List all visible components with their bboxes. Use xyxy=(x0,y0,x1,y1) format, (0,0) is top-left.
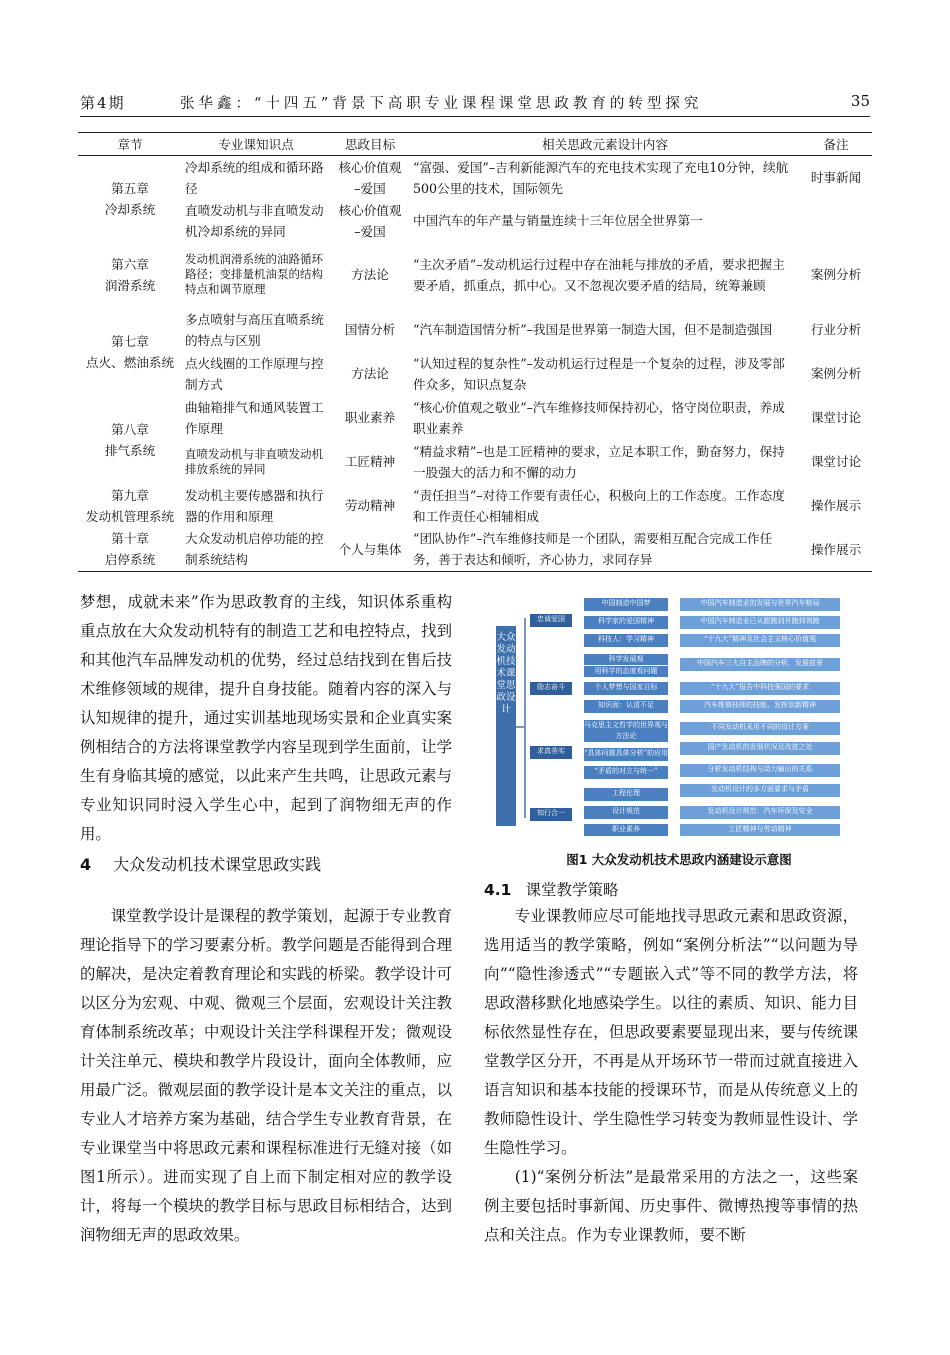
knowledge-point: 发动机主要传感器和执行器的作用和原理 xyxy=(185,487,324,524)
ideology-goal: 工匠精神 xyxy=(344,454,396,469)
figure-middle-box: 设计规范 xyxy=(584,806,668,819)
figure-right-box: 中国汽车制造业的发展与世界汽车格局 xyxy=(680,598,840,611)
table-row xyxy=(78,308,872,352)
knowledge-point: 大众发动机启停功能的控制系统结构 xyxy=(182,528,330,572)
ideology-goal: 核心价值观 –爱国 xyxy=(338,159,402,196)
figure-middle-box: 工程伦理 xyxy=(584,788,668,801)
knowledge-point: 多点喷射与高压直喷系统的特点与区别 xyxy=(185,311,324,348)
remark: 课堂讨论 xyxy=(810,410,862,425)
section-title: 大众发动机技术课堂思政实践 xyxy=(113,855,322,874)
knowledge-point: 直喷发动机与非直喷发动机冷却系统的异同 xyxy=(185,202,324,239)
figure-middle-box: 科技人：学习精神 xyxy=(584,634,668,647)
ideology-goal: 个人与集体 xyxy=(330,528,410,572)
knowledge-point: 冷却系统的组成和循环路径 xyxy=(185,159,324,196)
design-content: “主次矛盾”–发动机运行过程中存在油耗与排放的矛盾，要求把握主要矛盾，抓重点，抓中心。又不忽视次要矛盾的结局，统筹兼顾 xyxy=(413,256,785,293)
ideology-goal: 劳动精神 xyxy=(344,498,396,513)
figure-right-box: 国产发动机的发展状况及改进之处 xyxy=(680,742,840,755)
figure-right-box: 发动机设计规范：汽车环保及安全 xyxy=(680,806,840,819)
figure-group-box: 求真务实 xyxy=(530,746,572,759)
figure-right-box: 分析发动机结构与动力输出的关系 xyxy=(680,764,840,777)
ideology-design-table xyxy=(78,132,872,572)
table-header: 相关思政元素设计内容 xyxy=(410,133,800,156)
table-header: 专业课知识点 xyxy=(182,133,330,156)
figure-middle-box: 马克思主义哲学的世界观与方法论 xyxy=(584,721,668,740)
remark: 案例分析 xyxy=(810,366,862,381)
design-content: “责任担当”–对待工作要有责任心，积极向上的工作态度。工作态度和工作责任心相辅相成 xyxy=(413,487,785,524)
table-header: 备注 xyxy=(800,133,872,156)
running-header xyxy=(80,92,870,117)
running-title: 张华鑫：“十四五”背景下高职专业课程课堂思政教育的转型探究 xyxy=(180,96,703,112)
figure-right-box: 发动机设计的多方面要求与矛盾 xyxy=(680,784,840,797)
figure-right-box: 汽车维修技师的技能，发挥创新精神 xyxy=(680,700,840,713)
subsection-number: 4.1 xyxy=(484,881,512,899)
figure-middle-box: 个人梦想与国家目标 xyxy=(584,682,668,695)
chapter-cell: 第六章 润滑系统 xyxy=(104,256,156,293)
ideology-goal: 核心价值观 –爱国 xyxy=(338,202,402,239)
figure-middle-box: 知识面：认清不足 xyxy=(584,700,668,713)
figure-right-box: 工匠精神与劳动精神 xyxy=(680,824,840,836)
table-header: 思政目标 xyxy=(330,133,410,156)
figure-group-box: 励志奋斗 xyxy=(530,682,572,695)
figure-middle-box: 科学家的爱国精神 xyxy=(584,616,668,629)
design-content: “精益求精”–也是工匠精神的要求，立足本职工作，勤奋努力，保持一股强大的活力和不懈的动力 xyxy=(413,443,785,480)
section-number: 4 xyxy=(80,855,92,874)
table-row xyxy=(78,156,872,200)
figure-right-box: 中国汽车三大自主品牌的分析，发展前景 xyxy=(680,658,840,671)
design-content: “团队协作”–汽车维修技师是一个团队，需要相互配合完成工作任务，善于表达和倾听，齐心协力，求同存异 xyxy=(410,528,800,572)
left-column-top xyxy=(80,588,452,849)
figure-1-diagram xyxy=(496,596,842,836)
knowledge-point: 直喷发动机与非直喷发动机排放系统的异同 xyxy=(185,446,323,476)
figure-middle-box: 中国制造中国梦 xyxy=(584,598,668,611)
page-number: 35 xyxy=(850,92,870,110)
figure-middle-box: 科学发展观 xyxy=(584,654,668,665)
right-column xyxy=(484,902,858,1250)
ideology-goal: 国情分析 xyxy=(344,322,396,337)
remark: 行业分析 xyxy=(810,322,862,337)
remark: 课堂讨论 xyxy=(810,454,862,469)
paragraph: 梦想，成就未来”作为思政教育的主线，知识体系重构重点放在大众发动机特有的制造工艺和电控特点，找到和其他汽车品牌发动机的优势，经过总结找到在售后技术维修领域的规律，提升自身技能。随着内容的深入与认知规律的提升，通过实训基地现场实景和企业真实案例相结合的方法将课堂教学内容呈现到学生面前，让学生有身临其境的感觉，以此来产生共鸣，让思政元素与专业知识同时浸入学生心中，起到了润物细无声的作用。 xyxy=(80,593,452,843)
remark: 操作展示 xyxy=(800,528,872,572)
table-header-row xyxy=(78,133,872,156)
design-content: “核心价值观之敬业”–汽车维修技师保持初心，恪守岗位职责，养成职业素养 xyxy=(413,399,785,436)
subsection-title: 课堂教学策略 xyxy=(525,881,619,899)
figure-right-box: 中国汽车制造业已从跟跑到并跑到领跑 xyxy=(680,616,840,629)
figure-group-box: 知行合一 xyxy=(530,808,572,821)
knowledge-point: 曲轴箱排气和通风装置工作原理 xyxy=(185,399,324,436)
figure-middle-box: 用科学的态度看问题 xyxy=(584,666,668,677)
chapter-cell: 第五章 冷却系统 xyxy=(104,180,156,217)
table-row xyxy=(78,352,872,396)
ideology-goal: 方法论 xyxy=(351,267,389,282)
design-content: “富强、爱国”–吉利新能源汽车的充电技术实现了充电10分钟，续航500公里的技术，国际领先 xyxy=(413,159,789,196)
figure-middle-box: “具体问题具体分析”的应用 xyxy=(584,748,668,761)
ideology-goal: 方法论 xyxy=(351,366,389,381)
figure-right-box: “十九大”报告中科技强国的要求 xyxy=(680,682,840,695)
subsection-heading xyxy=(484,878,618,900)
knowledge-point: 点火线圈的工作原理与控制方式 xyxy=(185,355,324,392)
table-row xyxy=(78,484,872,528)
paragraph: 专业课教师应尽可能地找寻思政元素和思政资源，选用适当的教学策略，例如“案例分析法”“以问题为导向”“隐性渗透式”“专题嵌入式”等不同的教学方法，将思政潜移默化地感染学生。以往的素质、知识、能力目标依然显性存在，但思政要素要显现出来，要与传统课堂教学区分开，不再是从开场环节一带而过就直接进入语言知识和基本技能的授课环节，而是从传统意义上的教师隐性设计、学生隐性学习转变为教师显性设计、学生隐性学习。 xyxy=(484,907,858,1157)
remark: 操作展示 xyxy=(810,498,862,513)
chapter-cell: 第九章 发动机管理系统 xyxy=(85,487,175,524)
figure-right-box: “十九大”精神及社会主义核心价值观 xyxy=(680,634,840,647)
figure-group-box: 忠诚爱国 xyxy=(530,614,572,627)
issue-number: 第4期 xyxy=(80,94,126,112)
chapter-cell: 第八章 排气系统 xyxy=(104,421,156,458)
left-column-bottom xyxy=(80,902,452,1250)
paragraph: (1)“案例分析法”是最常采用的方法之一，这些案例主要包括时事新闻、历史事件、微博热搜等事情的热点和关注点。作为专业课教师，要不断 xyxy=(484,1168,858,1244)
paragraph: 课堂教学设计是课程的教学策划，起源于专业教育理论指导下的学习要素分析。教学问题是否能得到合理的解决，是决定着教育理论和实践的桥梁。教学设计可以区分为宏观、中观、微观三个层面，宏观设计关注教育体制系统改革；中观设计关注学科课程开发；微观设计关注单元、模块和教学片段设计，面向全体教师，应用最广泛。微观层面的教学设计是本文关注的重点，以专业人才培养方案为基础，结合学生专业教育背景，在专业课堂当中将思政元素和课程标准进行无缝对接（如图1所示）。进而实现了自上而下制定相对应的教学设计，将每一个模块的教学目标与思政目标相结合，达到润物细无声的思政效果。 xyxy=(80,907,452,1244)
remark: 时事新闻 xyxy=(810,170,862,186)
table-row xyxy=(78,200,872,242)
chapter-cell: 第十章 启停系统 xyxy=(78,528,182,572)
table-row xyxy=(78,396,872,440)
figure-caption: 图1 大众发动机技术思政内涵建设示意图 xyxy=(566,852,792,867)
design-content: 中国汽车的年产量与销量连续十三年位居全世界第一 xyxy=(413,213,703,228)
figure-right-box: 不同发动机采用不同的设计方案 xyxy=(680,722,840,735)
remark xyxy=(800,200,872,242)
ideology-goal: 职业素养 xyxy=(344,410,396,425)
figure-vertical-label: 大众发动机技术课堂思政设计 xyxy=(496,626,516,826)
chapter-cell: 第七章 点火、燃油系统 xyxy=(85,333,175,370)
figure-middle-box: “矛盾的对立与统一” xyxy=(584,766,668,779)
figure-middle-box: 职业素养 xyxy=(584,824,668,836)
knowledge-point: 发动机润滑系统的油路循环路径；变排量机油泵的结构特点和调节原理 xyxy=(185,252,323,296)
section-heading xyxy=(80,852,321,875)
design-content: “认知过程的复杂性”–发动机运行过程是一个复杂的过程，涉及零部件众多，知识点复杂 xyxy=(413,355,785,392)
table-row xyxy=(78,528,872,572)
table-row xyxy=(78,440,872,484)
design-content: “汽车制造国情分析”–我国是世界第一制造大国，但不是制造强国 xyxy=(413,322,773,337)
table-row xyxy=(78,242,872,308)
table-header: 章节 xyxy=(78,133,182,156)
remark: 案例分析 xyxy=(810,267,862,282)
